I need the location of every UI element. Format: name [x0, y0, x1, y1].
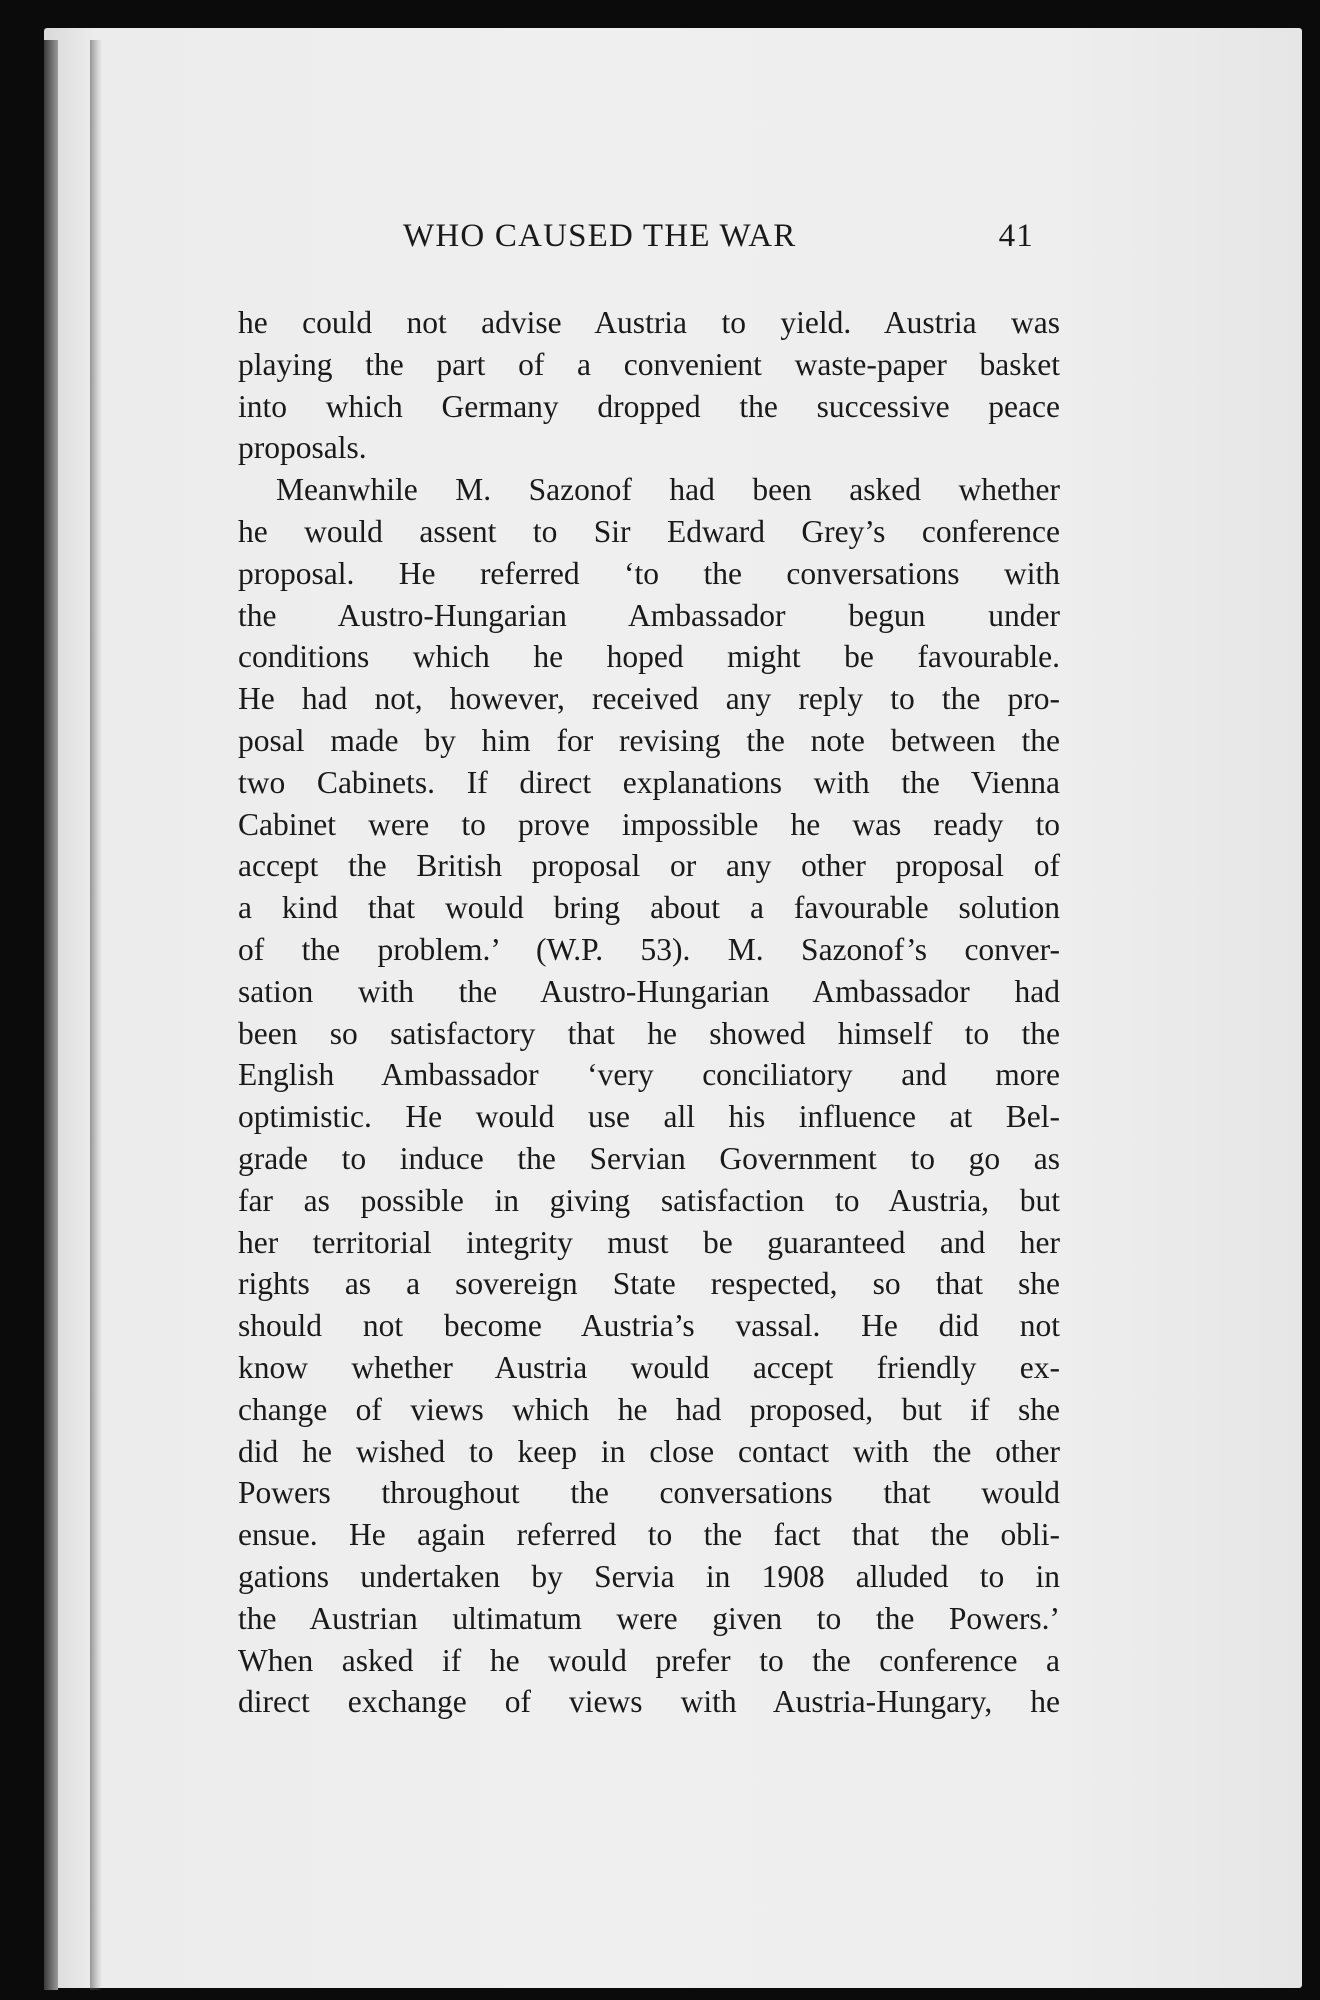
text-line: He had not, however, received any reply to the pro-: [238, 681, 1060, 717]
text-line: sation with the Austro-Hungarian Ambassador had: [238, 973, 1060, 1009]
text-line: he would assent to Sir Edward Grey’s conference: [238, 513, 1060, 549]
text-line: of the problem.’ (W.P. 53). M. Sazonof’s conver-: [238, 931, 1060, 967]
text-line: know whether Austria would accept friendly ex-: [238, 1349, 1060, 1385]
text-line: been so satisfactory that he showed himself to the: [238, 1015, 1060, 1051]
body-text: [238, 302, 1060, 1723]
text-line: optimistic. He would use all his influence at Bel-: [238, 1099, 1060, 1135]
text-line: Cabinet were to prove impossible he was ready to: [238, 806, 1060, 842]
text-line: proposals.: [238, 430, 367, 466]
text-line: Meanwhile M. Sazonof had been asked whether: [276, 472, 1060, 508]
text-line: a kind that would bring about a favourable solution: [238, 890, 1060, 926]
text-line: he could not advise Austria to yield. Austria was: [238, 305, 1060, 340]
text-line: should not become Austria’s vassal. He did not: [238, 1308, 1060, 1344]
page-gutter-shadow: [90, 40, 102, 1990]
text-line: the Austro-Hungarian Ambassador begun under: [238, 597, 1060, 633]
text-line: into which Germany dropped the successive peace: [238, 388, 1060, 424]
text-line: her territorial integrity must be guaranteed and her: [238, 1224, 1060, 1260]
page-number: 41: [998, 218, 1034, 254]
text-line: proposal. He referred ‘to the conversations with: [238, 555, 1060, 591]
text-line: conditions which he hoped might be favourable.: [238, 639, 1060, 675]
text-line: change of views which he had proposed, but if she: [238, 1391, 1060, 1427]
page-binding-edge: [44, 40, 58, 1990]
running-head-title: WHO CAUSED THE WAR: [403, 218, 797, 254]
text-line: English Ambassador ‘very conciliatory and more: [238, 1057, 1060, 1093]
text-line: ensue. He again referred to the fact that the obli-: [238, 1517, 1060, 1553]
text-line: grade to induce the Servian Government to go as: [238, 1140, 1060, 1176]
text-line: two Cabinets. If direct explanations with the Vienna: [238, 764, 1060, 800]
text-line: playing the part of a convenient waste-paper basket: [238, 346, 1060, 382]
running-head: [238, 218, 1058, 268]
text-line: gations undertaken by Servia in 1908 alluded to in: [238, 1558, 1060, 1594]
text-line: When asked if he would prefer to the conference a: [238, 1642, 1060, 1678]
text-line: the Austrian ultimatum were given to the Powers.’: [238, 1600, 1060, 1636]
text-line: did he wished to keep in close contact with the other: [238, 1433, 1060, 1469]
text-line: Powers throughout the conversations that would: [238, 1475, 1060, 1511]
text-line: accept the British proposal or any other proposal of: [238, 848, 1060, 884]
text-line: direct exchange of views with Austria-Hungary, he: [238, 1684, 1060, 1720]
text-line: far as possible in giving satisfaction to Austria, but: [238, 1182, 1060, 1218]
text-line: rights as a sovereign State respected, so that she: [238, 1266, 1060, 1302]
text-line: posal made by him for revising the note between the: [238, 722, 1060, 758]
